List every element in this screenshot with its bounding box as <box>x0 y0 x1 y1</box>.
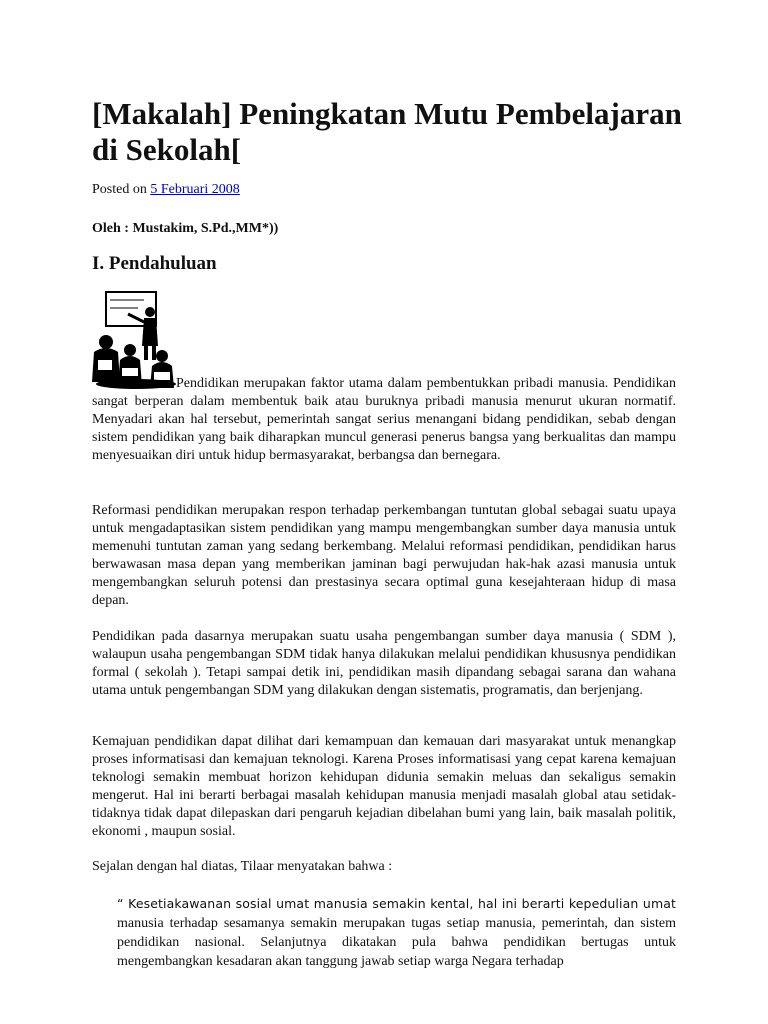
section-heading: I. Pendahuluan <box>92 253 217 274</box>
quote-first-line: “ Kesetiakawanan sosial umat manusia semakin kental, hal ini berarti kepedulian umat <box>117 896 676 911</box>
author-line: Oleh : Mustakim, S.Pd.,MM*)) <box>92 221 279 236</box>
paragraph: Reformasi pendidikan merupakan respon terhadap perkembangan tuntutan global sebagai suatu upaya untuk mengadaptasikan sistem pendidikan yang mampu mengembangkan sumber daya manusia untuk memenuhi tuntutan zaman yang sedang berkembang. Melalui reformasi pendidikan, pendidikan harus berwawasan masa depan yang memberikan jaminan bagi perwujudan hak-hak azasi manusia untuk mengembangkan seluruh potensi dan prestasinya secara optimal guna kesejahteraan hidup di masa depan. <box>92 503 676 608</box>
paragraph: Kemajuan pendidikan dapat dilihat dari kemampuan dan kemauan dari masyarakat untuk menangkap proses informatisasi dan kemajuan teknologi. Karena Proses informatisasi yang cepat karena kemajuan teknologi semakin membuat horizon kehidupan didunia semakin meluas dan sekaligus semakin mengerut. Hal ini berarti berbagai masalah kehidupan manusia menjadi masalah global atau setidak-tidaknya tidak dapat dilepaskan dari pengaruh kejadian dibelahan bumi yang lain, baik masalah politik, ekonomi , maupun sosial. <box>92 734 676 839</box>
posted-date-link[interactable]: 5 Februari 2008 <box>150 182 240 197</box>
paragraph: Pendidikan merupakan faktor utama dalam pembentukkan pribadi manusia. Pendidikan sangat berperan dalam membentuk baik atau buruknya pribadi manusia menurut ukuran normatif. Menyadari akan hal tersebut, pemerintah sangat serius menangani bidang pendidikan, sebab dengan sistem pendidikan yang baik diharapkan muncul generasi penerus bangsa yang berkualitas dan mampu menyesuaikan diri untuk hidup bermasyarakat, berbangsa dan bernegara. <box>92 376 676 463</box>
block-quote <box>117 894 676 971</box>
posted-prefix: Posted on <box>92 182 151 197</box>
paragraph: Sejalan dengan hal diatas, Tilaar menyatakan bahwa : <box>92 859 393 874</box>
article-title: [Makalah] Peningkatan Mutu Pembelajaran di Sekolah[ <box>92 96 682 167</box>
post-meta <box>92 182 240 198</box>
quote-continuation: manusia terhadap sesamanya semakin merupakan tugas setiap manusia, pemerintah, dan sistem pendidikan nasional. Selanjutnya dikatakan pula bahwa pendidikan bertugas untuk mengembangkan kesadaran akan tanggung jawab setiap warga Negara terhadap <box>117 916 676 969</box>
paragraph: Pendidikan pada dasarnya merupakan suatu usaha pengembangan sumber daya manusia ( SDM ), walaupun usaha pengembangan SDM tidak hanya dilakukan melalui pendidikan khususnya pendidikan formal ( sekolah ). Tetapi sampai detik ini, pendidikan masih dipandang sebagai sarana dan wahana utama untuk pengembangan SDM yang dilakukan dengan sistematis, programatis, dan berjenjang. <box>92 629 676 698</box>
